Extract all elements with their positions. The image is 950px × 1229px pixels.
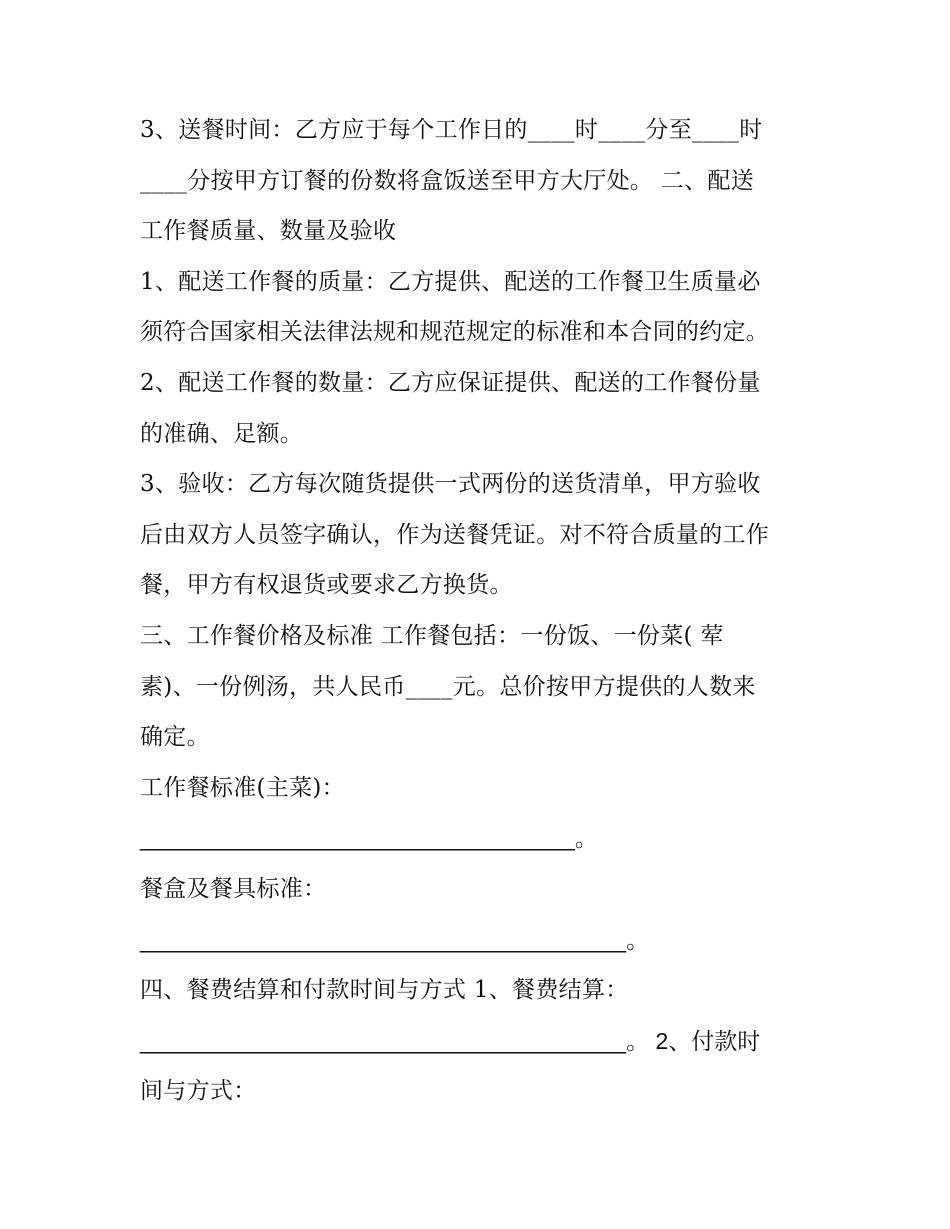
text-line: 确定。 bbox=[140, 724, 210, 751]
text-line: 3、送餐时间：乙方应于每个工作日的____时____分至____时 bbox=[140, 117, 763, 143]
text-line: 间与方式： bbox=[140, 1078, 257, 1105]
text-line: 后由双方人员签字确认，作为送餐凭证。对不符合质量的工作 bbox=[140, 521, 770, 548]
text-line: 餐，甲方有权退货或要求乙方换货。 bbox=[140, 572, 513, 599]
text-line: 3、验收：乙方每次随货提供一式两份的送货清单，甲方验收 bbox=[140, 471, 761, 498]
text-line: 工作餐标准(主菜)： bbox=[140, 774, 345, 801]
text-line: 餐盒及餐具标准： bbox=[140, 875, 327, 902]
text-line: 工作餐质量、数量及验收 bbox=[140, 218, 397, 245]
text-line: 三、工作餐价格及标准 工作餐包括：一份饭、一份菜( 荤 bbox=[140, 622, 724, 649]
text-line: 须符合国家相关法律法规和规范规定的标准和本合同的约定。 bbox=[140, 319, 770, 346]
blank-line: ______________________________________。 2、付款时 bbox=[140, 1027, 761, 1054]
document-page bbox=[140, 105, 840, 1117]
text-line: 的准确、足额。 bbox=[140, 420, 304, 447]
text-line: 1、配送工作餐的质量：乙方提供、配送的工作餐卫生质量必 bbox=[140, 268, 761, 295]
text-line: 四、餐费结算和付款时间与方式 1、餐费结算： bbox=[140, 977, 629, 1004]
blank-line: ______________________________________。 bbox=[140, 926, 650, 953]
text-line: ____分按甲方订餐的份数将盒饭送至甲方大厅处。 二、配送 bbox=[140, 167, 755, 194]
text-line: 素)、一份例汤，共人民币____元。总价按甲方提供的人数来 bbox=[140, 673, 756, 700]
text-line: 2、配送工作餐的数量：乙方应保证提供、配送的工作餐份量 bbox=[140, 369, 761, 396]
blank-line: __________________________________。 bbox=[140, 825, 598, 852]
